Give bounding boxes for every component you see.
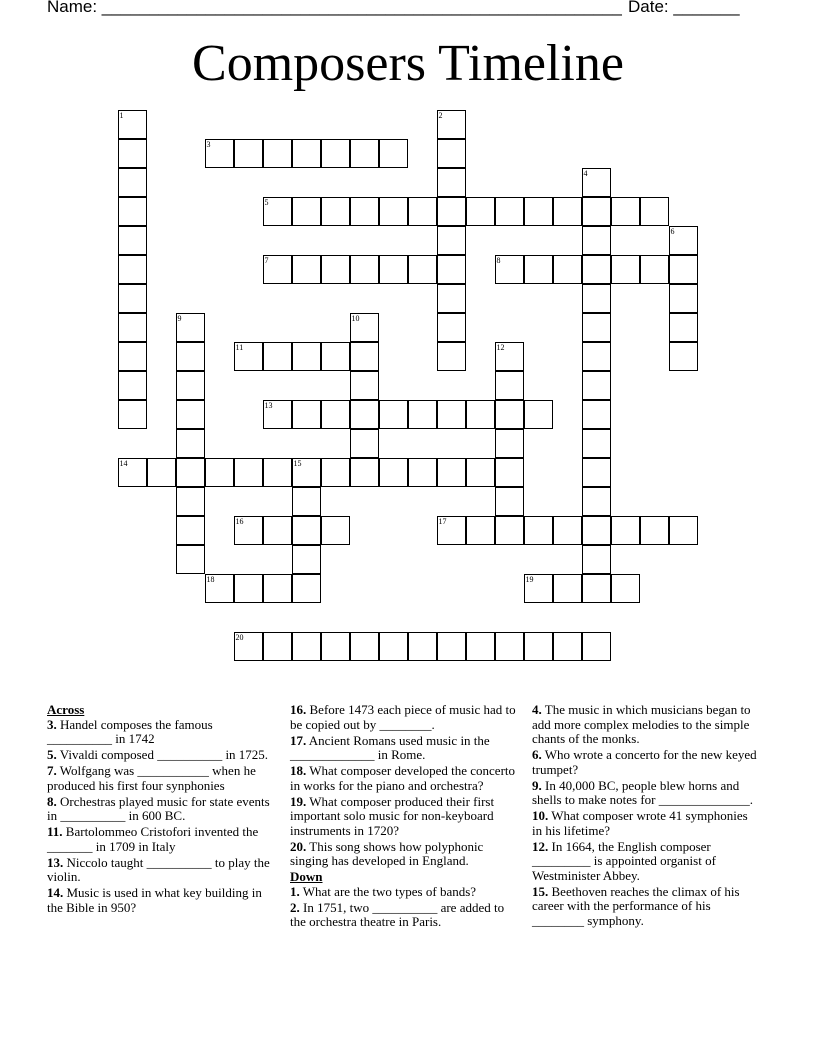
clue-column-3	[532, 703, 760, 930]
crossword-cell[interactable]	[495, 429, 524, 458]
cell-number: 5	[264, 198, 269, 207]
crossword-cell[interactable]	[611, 255, 640, 284]
crossword-cell[interactable]	[582, 255, 611, 284]
crossword-cell[interactable]	[118, 255, 147, 284]
cell-number: 14	[119, 459, 128, 468]
crossword-cell[interactable]	[495, 516, 524, 545]
crossword-cell[interactable]	[263, 458, 292, 487]
crossword-cell[interactable]	[176, 429, 205, 458]
crossword-cell[interactable]	[205, 458, 234, 487]
crossword-cell[interactable]	[205, 574, 234, 603]
crossword-cell[interactable]	[350, 632, 379, 661]
crossword-cell[interactable]	[350, 458, 379, 487]
cell-number: 16	[235, 517, 244, 526]
crossword-cell[interactable]	[466, 197, 495, 226]
crossword-cell[interactable]	[292, 458, 321, 487]
clue-down-2: 2. In 1751, two __________ are added to the orchestra theatre in Paris.	[290, 899, 505, 929]
crossword-cell[interactable]	[234, 574, 263, 603]
crossword-cell[interactable]	[582, 487, 611, 516]
crossword-cell[interactable]	[176, 400, 205, 429]
crossword-cell[interactable]	[611, 574, 640, 603]
crossword-cell[interactable]	[582, 429, 611, 458]
crossword-cell[interactable]	[524, 574, 553, 603]
crossword-cell[interactable]	[118, 226, 147, 255]
crossword-cell[interactable]	[292, 197, 321, 226]
crossword-cell[interactable]	[321, 516, 350, 545]
crossword-cell[interactable]	[524, 197, 553, 226]
crossword-cell[interactable]	[524, 632, 553, 661]
clue-across-5: 5. Vivaldi composed __________ in 1725.	[47, 747, 269, 762]
crossword-cell[interactable]	[292, 342, 321, 371]
crossword-cell[interactable]	[263, 255, 292, 284]
crossword-cell[interactable]	[669, 255, 698, 284]
cell-number: 6	[670, 227, 675, 236]
crossword-cell[interactable]	[118, 371, 147, 400]
crossword-cell[interactable]	[466, 400, 495, 429]
crossword-cell[interactable]	[350, 197, 379, 226]
crossword-cell[interactable]	[582, 313, 611, 342]
crossword-cell[interactable]	[379, 632, 408, 661]
crossword-cell[interactable]	[292, 487, 321, 516]
clue-across-11: 11. Bartolommeo Cristofori invented the _______ in 1709 in Italy	[47, 824, 259, 854]
crossword-cell[interactable]	[176, 545, 205, 574]
clue-across-18: 18. What composer developed the concerto in works for the piano and orchestra?	[290, 763, 516, 793]
crossword-cell[interactable]	[408, 197, 437, 226]
crossword-cell[interactable]	[495, 371, 524, 400]
across-heading: Across	[47, 702, 85, 717]
cell-number: 17	[438, 517, 447, 526]
crossword-cell[interactable]	[321, 632, 350, 661]
crossword-cell[interactable]	[611, 516, 640, 545]
crossword-cell[interactable]	[234, 342, 263, 371]
crossword-cell[interactable]	[379, 197, 408, 226]
cell-number: 9	[177, 314, 182, 323]
cell-number: 4	[583, 169, 588, 178]
crossword-cell[interactable]	[408, 632, 437, 661]
cell-number: 11	[235, 343, 244, 352]
crossword-cell[interactable]	[437, 255, 466, 284]
crossword-cell[interactable]	[553, 632, 582, 661]
crossword-cell[interactable]	[292, 545, 321, 574]
crossword-cell[interactable]	[437, 313, 466, 342]
crossword-cell[interactable]	[350, 342, 379, 371]
crossword-cell[interactable]	[234, 458, 263, 487]
crossword-cell[interactable]	[640, 255, 669, 284]
clue-across-8: 8. Orchestras played music for state events in __________ in 600 BC.	[47, 793, 270, 823]
crossword-cell[interactable]	[408, 400, 437, 429]
crossword-cell[interactable]	[495, 400, 524, 429]
clue-down-9: 9. In 40,000 BC, people blew horns and shells to make notes for ______________.	[532, 777, 753, 807]
crossword-cell[interactable]	[118, 313, 147, 342]
crossword-cell[interactable]	[234, 516, 263, 545]
crossword-cell[interactable]	[292, 516, 321, 545]
crossword-cell[interactable]	[553, 516, 582, 545]
cell-number: 20	[235, 633, 244, 642]
clue-across-13: 13. Niccolo taught __________ to play the violin.	[47, 854, 270, 884]
crossword-cell[interactable]	[495, 632, 524, 661]
crossword-cell[interactable]	[611, 197, 640, 226]
crossword-cell[interactable]	[350, 429, 379, 458]
crossword-cell[interactable]	[263, 197, 292, 226]
crossword-cell[interactable]	[321, 139, 350, 168]
clue-across-20: 20. This song shows how polyphonic singing has developed in England.	[290, 838, 484, 868]
crossword-cell[interactable]	[437, 110, 466, 139]
crossword-cell[interactable]	[408, 458, 437, 487]
crossword-cell[interactable]	[495, 487, 524, 516]
crossword-cell[interactable]	[437, 632, 466, 661]
cell-number: 1	[119, 111, 124, 120]
crossword-cell[interactable]	[553, 255, 582, 284]
crossword-cell[interactable]	[582, 400, 611, 429]
cell-number: 2	[438, 111, 443, 120]
crossword-cell[interactable]	[640, 197, 669, 226]
clue-down-1: 1. What are the two types of bands?	[290, 883, 477, 899]
clue-column-2	[290, 703, 518, 931]
crossword-cell[interactable]	[582, 284, 611, 313]
crossword-cell[interactable]	[176, 487, 205, 516]
clue-across-16: 16. Before 1473 each piece of music had to be copied out by ________.	[290, 702, 516, 732]
crossword-cell[interactable]	[582, 371, 611, 400]
crossword-cell[interactable]	[118, 342, 147, 371]
crossword-cell[interactable]	[524, 400, 553, 429]
clue-down-10: 10. What composer wrote 41 symphonies in his lifetime?	[532, 808, 748, 838]
crossword-cell[interactable]	[205, 139, 234, 168]
clue-down-15: 15. Beethoven reaches the climax of his career with the performance of his ________ symphony.	[532, 883, 740, 928]
crossword-cell[interactable]	[582, 458, 611, 487]
crossword-cell[interactable]	[640, 516, 669, 545]
page-title: Composers Timeline	[192, 35, 624, 92]
crossword-cell[interactable]	[466, 632, 495, 661]
crossword-cell[interactable]	[321, 255, 350, 284]
crossword-cell[interactable]	[669, 226, 698, 255]
clue-across-3: 3. Handel composes the famous __________ in 1742	[47, 716, 213, 746]
crossword-cell[interactable]	[292, 632, 321, 661]
crossword-cell[interactable]	[582, 574, 611, 603]
crossword-cell[interactable]	[582, 168, 611, 197]
crossword-cell[interactable]	[147, 458, 176, 487]
crossword-cell[interactable]	[437, 139, 466, 168]
cell-number: 10	[351, 314, 360, 323]
crossword-cell[interactable]	[524, 255, 553, 284]
crossword-cell[interactable]	[582, 516, 611, 545]
cell-number: 3	[206, 140, 211, 149]
crossword-cell[interactable]	[437, 400, 466, 429]
crossword-cell[interactable]	[379, 400, 408, 429]
crossword-cell[interactable]	[350, 313, 379, 342]
clue-across-17: 17. Ancient Romans used music in the _____________ in Rome.	[290, 732, 490, 762]
crossword-cell[interactable]	[176, 371, 205, 400]
date-field-label: Date: _______	[628, 0, 740, 16]
crossword-cell[interactable]	[263, 632, 292, 661]
cell-number: 8	[496, 256, 501, 265]
crossword-cell[interactable]	[582, 197, 611, 226]
clue-across-19: 19. What composer produced their first important solo music for non-keyboard instruments in 1720?	[290, 793, 495, 838]
crossword-cell[interactable]	[176, 342, 205, 371]
crossword-cell[interactable]	[234, 139, 263, 168]
clue-down-6: 6. Who wrote a concerto for the new keyed trumpet?	[532, 747, 757, 777]
crossword-cell[interactable]	[118, 284, 147, 313]
crossword-cell[interactable]	[118, 458, 147, 487]
crossword-cell[interactable]	[669, 313, 698, 342]
crossword-cell[interactable]	[118, 168, 147, 197]
cell-number: 12	[496, 343, 505, 352]
crossword-cell[interactable]	[176, 458, 205, 487]
crossword-cell[interactable]	[350, 371, 379, 400]
cell-number: 7	[264, 256, 269, 265]
crossword-cell[interactable]	[437, 197, 466, 226]
crossword-cell[interactable]	[321, 458, 350, 487]
clue-column-1	[47, 703, 275, 917]
crossword-cell[interactable]	[495, 197, 524, 226]
crossword-cell[interactable]	[495, 458, 524, 487]
crossword-cell[interactable]	[292, 400, 321, 429]
crossword-cell[interactable]	[321, 197, 350, 226]
crossword-cell[interactable]	[263, 139, 292, 168]
crossword-cell[interactable]	[263, 400, 292, 429]
crossword-cell[interactable]	[118, 110, 147, 139]
crossword-cell[interactable]	[437, 458, 466, 487]
crossword-cell[interactable]	[263, 574, 292, 603]
crossword-cell[interactable]	[234, 632, 263, 661]
crossword-cell[interactable]	[350, 400, 379, 429]
crossword-cell[interactable]	[118, 139, 147, 168]
clue-across-14: 14. Music is used in what key building in the Bible in 950?	[47, 885, 262, 915]
crossword-cell[interactable]	[582, 632, 611, 661]
crossword-cell[interactable]	[553, 197, 582, 226]
crossword-cell[interactable]	[437, 342, 466, 371]
crossword-cell[interactable]	[582, 342, 611, 371]
crossword-cell[interactable]	[350, 255, 379, 284]
crossword-cell[interactable]	[379, 255, 408, 284]
crossword-cell[interactable]	[408, 255, 437, 284]
crossword-cell[interactable]	[379, 458, 408, 487]
crossword-cell[interactable]	[321, 400, 350, 429]
crossword-cell[interactable]	[669, 516, 698, 545]
crossword-cell[interactable]	[437, 516, 466, 545]
crossword-cell[interactable]	[437, 284, 466, 313]
crossword-cell[interactable]	[437, 168, 466, 197]
name-field-label: Name: _______________________________________________________	[47, 0, 622, 16]
crossword-cell[interactable]	[118, 400, 147, 429]
cell-number: 13	[264, 401, 273, 410]
crossword-cell[interactable]	[292, 139, 321, 168]
crossword-cell[interactable]	[669, 342, 698, 371]
crossword-cell[interactable]	[495, 342, 524, 371]
crossword-cell[interactable]	[118, 197, 147, 226]
crossword-cell[interactable]	[437, 226, 466, 255]
crossword-cell[interactable]	[263, 516, 292, 545]
clue-down-4: 4. The music in which musicians began to add more complex melodies to the simple chants of the monks.	[532, 702, 751, 746]
crossword-cell[interactable]	[292, 255, 321, 284]
crossword-cell[interactable]	[292, 574, 321, 603]
cell-number: 18	[206, 575, 215, 584]
cell-number: 19	[525, 575, 534, 584]
clue-across-7: 7. Wolfgang was ___________ when he produced his first four synphonies	[47, 763, 256, 793]
crossword-cell[interactable]	[321, 342, 350, 371]
crossword-cell[interactable]	[176, 313, 205, 342]
down-heading: Down	[290, 869, 323, 884]
crossword-cell[interactable]	[350, 139, 379, 168]
crossword-cell[interactable]	[495, 255, 524, 284]
clue-down-12: 12. In 1664, the English composer _________ is appointed organist of Westminister Abbey.	[532, 838, 716, 883]
crossword-cell[interactable]	[466, 458, 495, 487]
crossword-cell[interactable]	[582, 226, 611, 255]
crossword-cell[interactable]	[553, 574, 582, 603]
cell-number: 15	[293, 459, 302, 468]
crossword-cell[interactable]	[582, 545, 611, 574]
crossword-cell[interactable]	[379, 139, 408, 168]
crossword-cell[interactable]	[466, 516, 495, 545]
crossword-cell[interactable]	[524, 516, 553, 545]
crossword-cell[interactable]	[176, 516, 205, 545]
crossword-cell[interactable]	[263, 342, 292, 371]
crossword-cell[interactable]	[669, 284, 698, 313]
